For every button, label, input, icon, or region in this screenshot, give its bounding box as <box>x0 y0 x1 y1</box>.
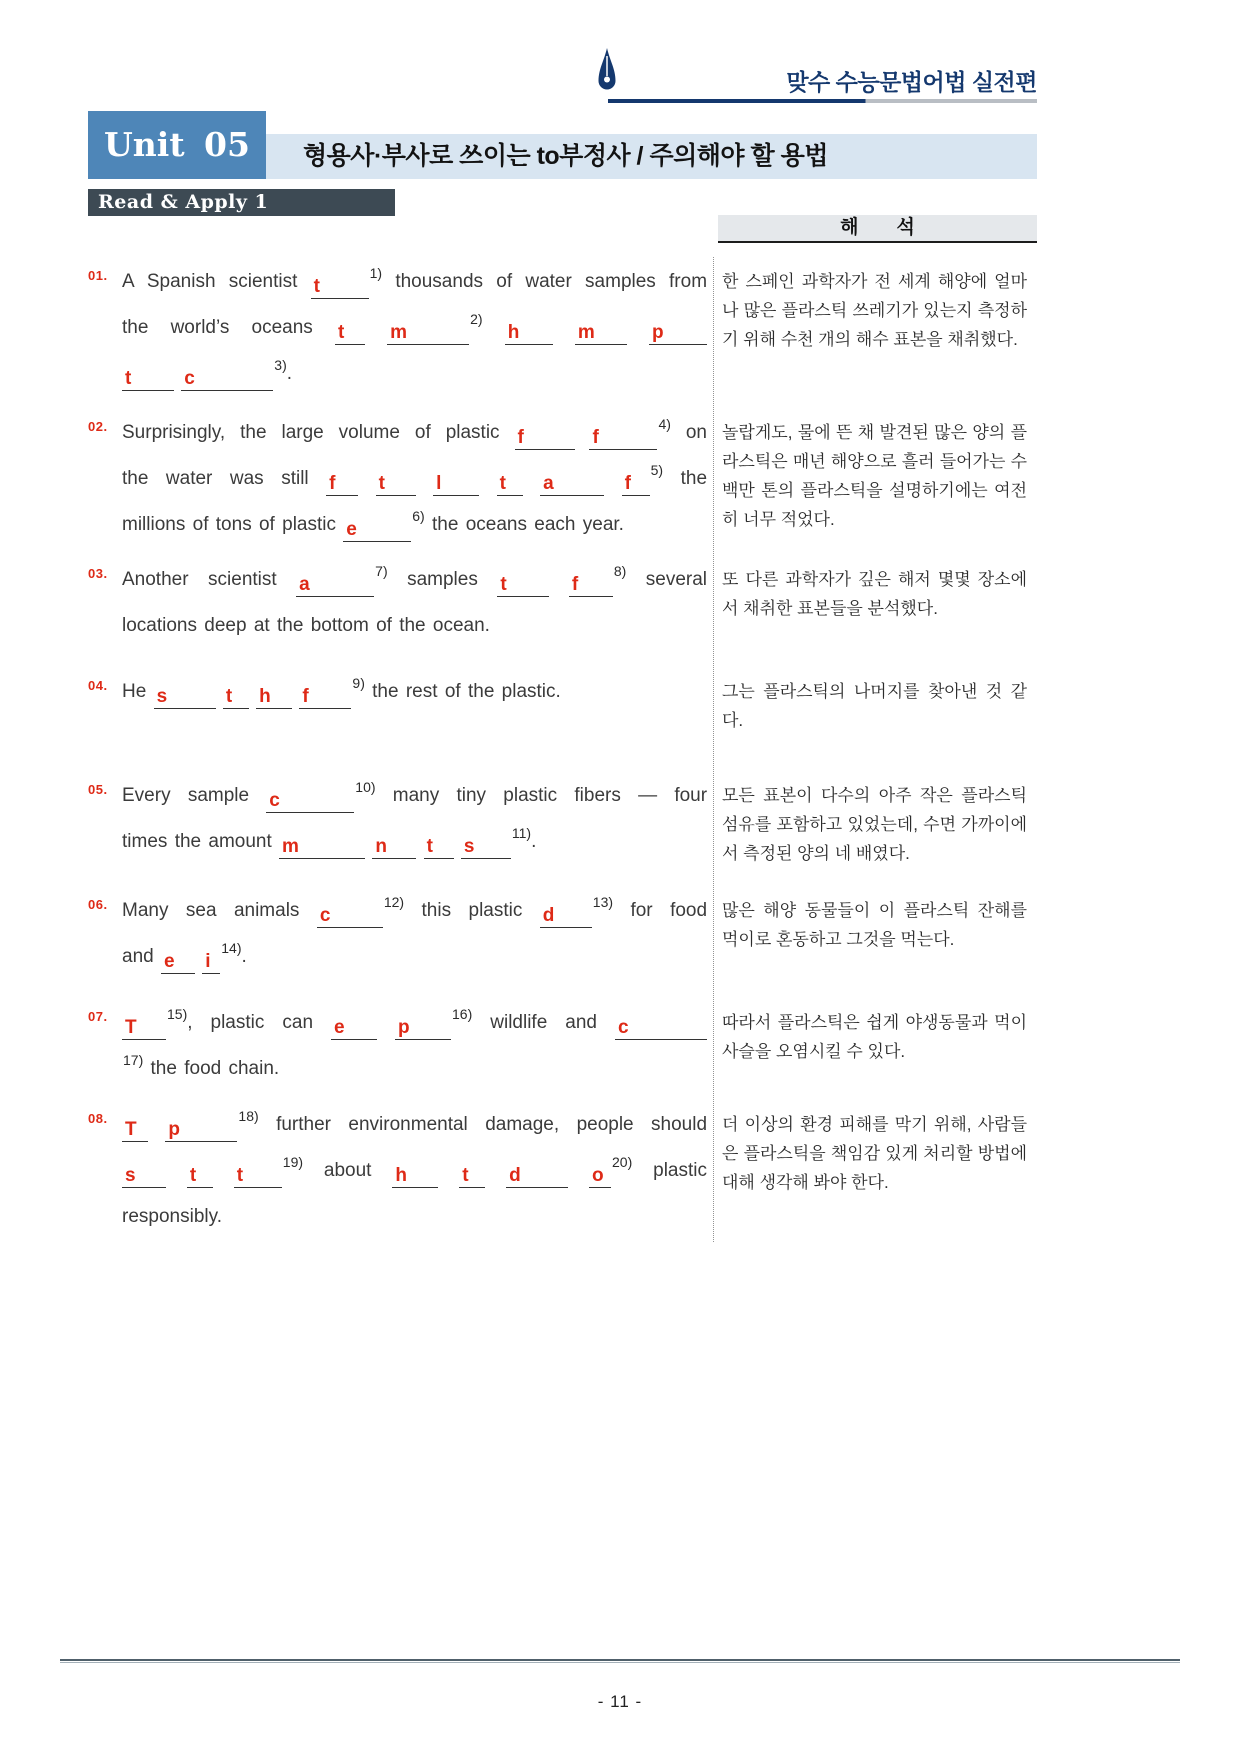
fill-blank <box>622 472 650 496</box>
content-area <box>88 215 1152 1240</box>
fill-blank <box>154 685 216 709</box>
korean-translation: 모든 표본이 다수의 아주 작은 플라스틱 섬유를 포함하고 있었는데, 수면 가까이에서 측정된 양의 네 배였다. <box>722 786 1027 863</box>
fill-blank <box>589 426 657 450</box>
column-divider <box>713 257 714 1242</box>
english-sentence <box>122 410 707 548</box>
hint-letter: f <box>517 427 524 448</box>
blank-number: 1) <box>369 265 383 281</box>
item-number: 02. <box>88 419 108 434</box>
exercise-item <box>88 410 1152 548</box>
fill-blank <box>433 472 479 496</box>
text-line: Another scientist $a^{7)}$ samples t $f^{8)}$ several <box>122 563 707 595</box>
unit-title-band <box>265 134 1037 179</box>
fill-blank <box>187 1164 213 1188</box>
exercise-item <box>88 888 1152 980</box>
hint-letter: f <box>571 574 579 595</box>
fill-blank <box>372 835 416 859</box>
fill-blank <box>256 685 292 709</box>
exercise-item <box>88 773 1152 868</box>
hint-letter: p <box>168 1119 181 1140</box>
hint-letter: m <box>577 322 595 343</box>
blank-number: 16) <box>452 1006 473 1022</box>
fill-blank <box>497 472 523 496</box>
hint-letter: d <box>509 1165 521 1186</box>
fill-blank <box>459 1164 485 1188</box>
hint-letter: T <box>125 1119 137 1140</box>
text-line: t $c^{3)}$. <box>122 351 707 397</box>
fill-blank <box>540 904 592 928</box>
hint-letter: t <box>500 574 507 595</box>
hint-letter: h <box>395 1165 407 1186</box>
text-line: the water was still f t l t a $f^{5)}$ the <box>122 462 707 494</box>
hint-letter: c <box>319 905 331 926</box>
text-line: $T^{15)}$, plastic can e $p^{16)}$ wildlife and c <box>122 1000 707 1046</box>
hint-letter: h <box>259 686 271 707</box>
text-line: T $p^{18)}$ further environmental damage, people should <box>122 1102 707 1148</box>
blank-number: 14) <box>221 940 242 956</box>
hint-letter: p <box>398 1017 410 1038</box>
text-line: times the amount m n t $s^{11)}$. <box>122 825 537 857</box>
unit-title: 형용사·부사로 쓰이는 to부정사 / 주의해야 할 용법 <box>303 142 828 170</box>
hint-letter: c <box>184 368 195 389</box>
hint-letter: p <box>652 322 664 343</box>
english-sentence <box>122 259 707 397</box>
blank-number: 17) <box>123 1052 144 1068</box>
blank-number: 18) <box>238 1108 259 1124</box>
text-line: locations deep at the bottom of the ocean. <box>122 615 490 636</box>
text-line: Many sea animals $c^{12)}$ this plastic $d^{13)}$ for food <box>122 894 707 926</box>
blank-number: 6) <box>412 508 425 524</box>
hint-letter: s <box>125 1165 136 1186</box>
fill-blank <box>299 685 351 709</box>
korean-translation: 더 이상의 환경 피해를 막기 위해, 사람들은 플라스틱을 책임감 있게 처리할 방법에 대해 생각해 봐야 한다. <box>722 1115 1027 1192</box>
fill-blank <box>161 950 195 974</box>
blank-number: 4) <box>658 416 671 432</box>
fill-blank <box>540 472 604 496</box>
korean-translation: 따라서 플라스틱은 쉽게 야생동물과 먹이사슬을 오염시킬 수 있다. <box>722 1013 1027 1061</box>
header-rule <box>608 99 1037 103</box>
hint-letter: f <box>302 686 309 707</box>
text-line: He s t h $f^{9)}$ the rest of the plastic. <box>122 675 561 707</box>
fill-blank <box>615 1016 707 1040</box>
english-sentence <box>122 1000 707 1092</box>
fill-blank <box>505 321 553 345</box>
blank-number: 11) <box>511 825 532 841</box>
text-line: millions of tons of plastic $e^{6)}$ the oceans each year. <box>122 508 624 540</box>
hint-letter: t <box>426 836 433 857</box>
fill-blank <box>122 1118 148 1142</box>
translation-column-header: 해 석 <box>718 215 1037 243</box>
hint-letter: f <box>329 473 336 494</box>
unit-number-box: Unit 05 <box>88 111 266 179</box>
exercise-item <box>88 669 1152 735</box>
blank-number: 15) <box>167 1006 188 1022</box>
exercise-item <box>88 1102 1152 1240</box>
footer-rule <box>60 1659 1180 1663</box>
english-sentence <box>122 669 707 735</box>
blank-number: 8) <box>613 563 627 579</box>
fill-blank <box>497 573 549 597</box>
korean-translation: 많은 해양 동물들이 이 플라스틱 잔해를 먹이로 혼동하고 그것을 먹는다. <box>722 901 1027 949</box>
blank-number: 2) <box>470 311 483 327</box>
fill-blank <box>376 472 416 496</box>
fill-blank <box>122 1164 166 1188</box>
item-number: 01. <box>88 268 108 283</box>
exercise-item <box>88 259 1152 397</box>
blank-number: 5) <box>650 462 664 478</box>
hint-letter: t <box>499 473 506 494</box>
hint-letter: a <box>543 473 554 494</box>
korean-translation: 또 다른 과학자가 깊은 해저 몇몇 장소에서 채취한 표본들을 분석했다. <box>722 570 1027 618</box>
text-line: Every sample $c^{10)}$ many tiny plastic fibers — four <box>122 779 707 811</box>
fill-blank <box>575 321 627 345</box>
hint-letter: e <box>346 519 357 540</box>
hint-letter: s <box>156 686 168 707</box>
exercise-item <box>88 557 1152 649</box>
fill-blank <box>234 1164 282 1188</box>
blank-number: 13) <box>592 894 614 910</box>
fill-blank <box>326 472 358 496</box>
text-line: and e $i^{14)}$. <box>122 940 247 972</box>
fill-blank <box>589 1164 611 1188</box>
fill-blank <box>202 950 220 974</box>
hint-letter: t <box>189 1165 197 1186</box>
blank-number: 19) <box>282 1154 304 1170</box>
hint-letter: t <box>313 276 320 297</box>
section-header: Read & Apply 1 <box>88 189 395 216</box>
blank-number: 10) <box>355 779 376 795</box>
fill-blank <box>331 1016 377 1040</box>
item-number: 05. <box>88 782 108 797</box>
fill-blank <box>515 426 575 450</box>
pen-nib-icon <box>593 47 621 106</box>
hint-letter: s <box>463 836 475 857</box>
text-line: $^{17)}$ the food chain. <box>123 1052 280 1079</box>
hint-letter: o <box>592 1165 604 1186</box>
exercise-list <box>88 215 1152 1240</box>
blank-number: 12) <box>383 894 405 910</box>
hint-letter: m <box>282 836 299 857</box>
hint-letter: a <box>299 574 310 595</box>
fill-blank <box>343 518 411 542</box>
hint-letter: t <box>125 368 132 389</box>
hint-letter: f <box>592 427 599 448</box>
hint-letter: d <box>542 905 555 926</box>
fill-blank <box>165 1118 237 1142</box>
fill-blank <box>392 1164 438 1188</box>
english-sentence <box>122 1102 707 1240</box>
hint-letter: t <box>378 473 385 494</box>
item-number: 06. <box>88 897 108 912</box>
fill-blank <box>424 835 454 859</box>
fill-blank <box>296 573 374 597</box>
hint-letter: f <box>624 473 631 494</box>
fill-blank <box>311 275 369 299</box>
fill-blank <box>335 321 365 345</box>
text-line: Surprisingly, the large volume of plastic f $f^{4)}$ on <box>122 416 707 448</box>
hint-letter: t <box>236 1165 244 1186</box>
text-line: s t $t^{19)}$ about h t d $o^{20)}$ plastic <box>122 1148 707 1194</box>
english-sentence <box>122 773 707 868</box>
text-line: A Spanish scientist $t^{1)}$ thousands of water samples from <box>122 265 707 297</box>
hint-letter: T <box>125 1017 137 1038</box>
blank-number: 7) <box>375 563 388 579</box>
hint-letter: h <box>507 322 520 343</box>
fill-blank <box>122 1016 166 1040</box>
fill-blank <box>122 367 174 391</box>
hint-letter: l <box>436 473 442 494</box>
hint-letter: c <box>269 790 280 811</box>
hint-letter: e <box>334 1017 345 1038</box>
fill-blank <box>387 321 469 345</box>
korean-translation: 놀랍게도, 물에 뜬 채 발견된 많은 양의 플라스틱은 매년 해양으로 흘러 들어가는 수백만 톤의 플라스틱을 설명하기에는 여전히 너무 적었다. <box>722 423 1027 529</box>
blank-number: 3) <box>274 357 287 373</box>
fill-blank <box>569 573 613 597</box>
fill-blank <box>266 789 354 813</box>
book-title: 맞수 수능문법어법 실전편 <box>786 69 1037 95</box>
item-number: 08. <box>88 1111 108 1126</box>
page-number: - 11 - <box>597 1692 643 1711</box>
fill-blank <box>317 904 383 928</box>
fill-blank <box>461 835 511 859</box>
hint-letter: i <box>205 951 211 972</box>
hint-letter: c <box>617 1017 629 1038</box>
hint-letter: t <box>225 686 233 707</box>
fill-blank <box>279 835 365 859</box>
korean-translation: 그는 플라스틱의 나머지를 찾아낸 것 같다. <box>722 682 1027 730</box>
hint-letter: n <box>375 836 387 857</box>
fill-blank <box>181 367 273 391</box>
item-number: 07. <box>88 1009 108 1024</box>
fill-blank <box>649 321 707 345</box>
hint-letter: e <box>163 951 175 972</box>
english-sentence <box>122 557 707 649</box>
exercise-item <box>88 1000 1152 1092</box>
hint-letter: t <box>462 1165 469 1186</box>
text-line: the world’s oceans t $m^{2)}$ h m p <box>122 305 707 351</box>
hint-letter: m <box>390 322 408 343</box>
blank-number: 20) <box>612 1154 633 1170</box>
korean-translation: 한 스페인 과학자가 전 세계 해양에 얼마나 많은 플라스틱 쓰레기가 있는지 측정하기 위해 수천 개의 해수 표본을 채취했다. <box>722 272 1027 349</box>
english-sentence <box>122 888 707 980</box>
item-number: 03. <box>88 566 108 581</box>
item-number: 04. <box>88 678 108 693</box>
fill-blank <box>223 685 249 709</box>
text-line: responsibly. <box>122 1206 222 1227</box>
blank-number: 9) <box>352 675 365 691</box>
hint-letter: t <box>337 322 345 343</box>
fill-blank <box>506 1164 568 1188</box>
fill-blank <box>395 1016 451 1040</box>
